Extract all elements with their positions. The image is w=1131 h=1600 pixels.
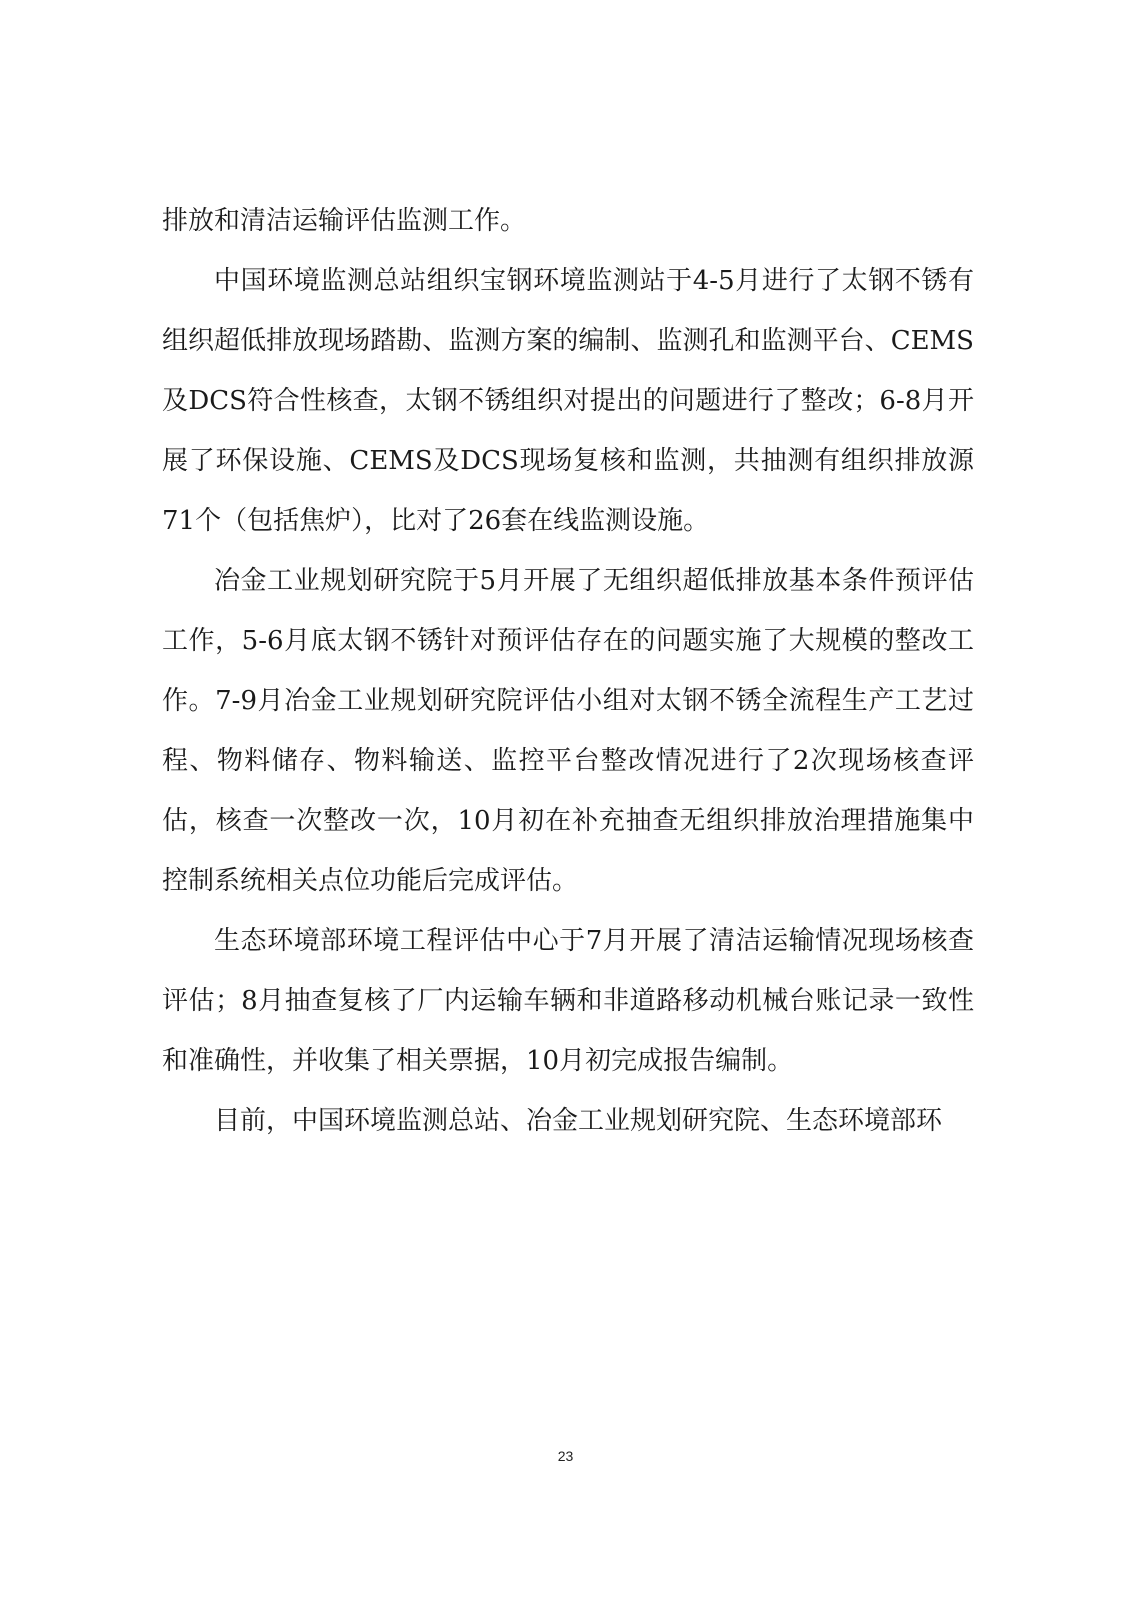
paragraph-metallurgical-institute: 冶金工业规划研究院于5月开展了无组织超低排放基本条件预评估工作，5-6月底太钢不锈针对预评估存在的问题实施了大规模的整改工作。7-9月冶金工业规划研究院评估小组对太钢不锈全流程生产工艺过程、物料储存、物料输送、监控平台整改情况进行了2次现场核查评估，核查一次整改一次，10月初在补充抽查无组织排放治理措施集中控制系统相关点位功能后完成评估。 xyxy=(162,566,974,896)
paragraph-assessment-center: 生态环境部环境工程评估中心于7月开展了清洁运输情况现场核查评估；8月抽查复核了厂内运输车辆和非道路移动机械台账记录一致性和准确性，并收集了相关票据，10月初完成报告编制。 xyxy=(162,926,974,1076)
paragraph-monitoring-station: 中国环境监测总站组织宝钢环境监测站于4-5月进行了太钢不锈有组织超低排放现场踏勘、监测方案的编制、监测孔和监测平台、CEMS及DCS符合性核查，太钢不锈组织对提出的问题进行了整改；6-8月开展了环保设施、CEMS及DCS现场复核和监测，共抽测有组织排放源71个（包括焦炉），比对了26套在线监测设施。 xyxy=(162,266,974,536)
body-text xyxy=(162,191,974,1151)
paragraph-current-status: 目前，中国环境监测总站、冶金工业规划研究院、生态环境部环 xyxy=(214,1106,943,1136)
page-number: 23 xyxy=(557,1448,574,1464)
paragraph-continuation: 排放和清洁运输评估监测工作。 xyxy=(162,206,527,236)
